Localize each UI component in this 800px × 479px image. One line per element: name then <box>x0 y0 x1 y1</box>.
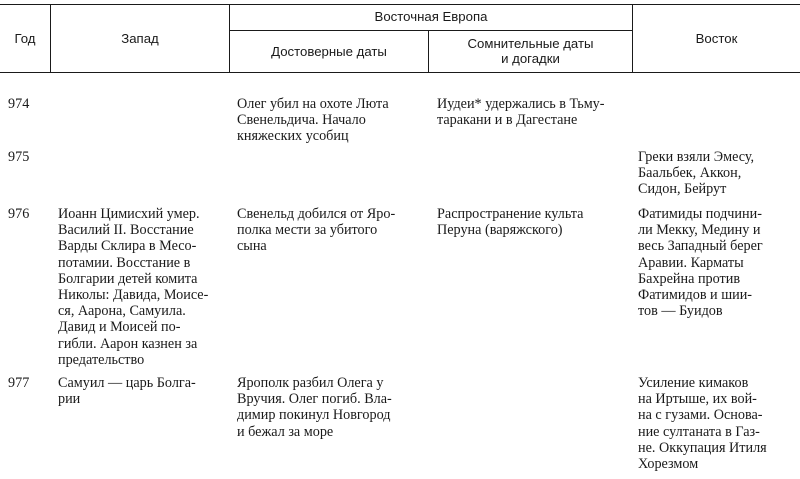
header-doubtful-dates: Сомнительные даты и догадки <box>467 36 594 66</box>
row-975-east: Греки взяли Эмесу, Баальбек, Аккон, Сидон, Бейрут <box>638 149 755 198</box>
row-976-reliable: Свенельд добился от Яро- полка мести за убитого сына <box>237 206 396 255</box>
row-977-west: Самуил — царь Болга- рии <box>58 375 196 408</box>
header-reliable-dates: Достоверные даты <box>271 44 387 59</box>
header-year: Год <box>14 31 36 46</box>
header-west: Запад <box>121 31 159 46</box>
row-974-year: 974 <box>8 96 30 112</box>
row-975-year: 975 <box>8 149 30 165</box>
row-976-year: 976 <box>8 206 30 222</box>
header-east-europe: Восточная Европа <box>374 9 488 24</box>
row-974-reliable: Олег убил на охоте Люта Свенельдича. Начало княжеских усобиц <box>237 96 389 145</box>
row-977-east: Усиление кимаков на Иртыше, их вой- на с гузами. Основа- ние султаната в Газ- не. Оккупация Итиля Хорезмом <box>638 375 767 473</box>
east-europe-divider <box>229 30 632 31</box>
row-976-doubtful: Распространение культа Перуна (варяжского) <box>437 206 584 239</box>
header-east: Восток <box>695 31 738 46</box>
row-977-year: 977 <box>8 375 30 391</box>
row-977-reliable: Ярополк разбил Олега у Вручия. Олег погиб. Вла- димир покинул Новгород и бежал за море <box>237 375 392 440</box>
row-976-east: Фатимиды подчини- ли Мекку, Медину и весь Западный берег Аравии. Карматы Бахрейна против Фатимидов и шии- тов — Буидов <box>638 206 763 320</box>
header-bottom-rule <box>0 72 800 73</box>
row-974-doubtful: Иудеи* удержались в Тьму- таракани и в Дагестане <box>437 96 605 129</box>
row-976-west: Иоанн Цимисхий умер. Василий II. Восстание Варды Склира в Месо- потамии. Восстание в Болгарии детей комита Николы: Давида, Моисе- ся, Аарона, Самуила. Давид и Моисей по- гибли. Аарон казнен за предательство <box>58 206 209 368</box>
table-top-rule <box>0 4 800 5</box>
